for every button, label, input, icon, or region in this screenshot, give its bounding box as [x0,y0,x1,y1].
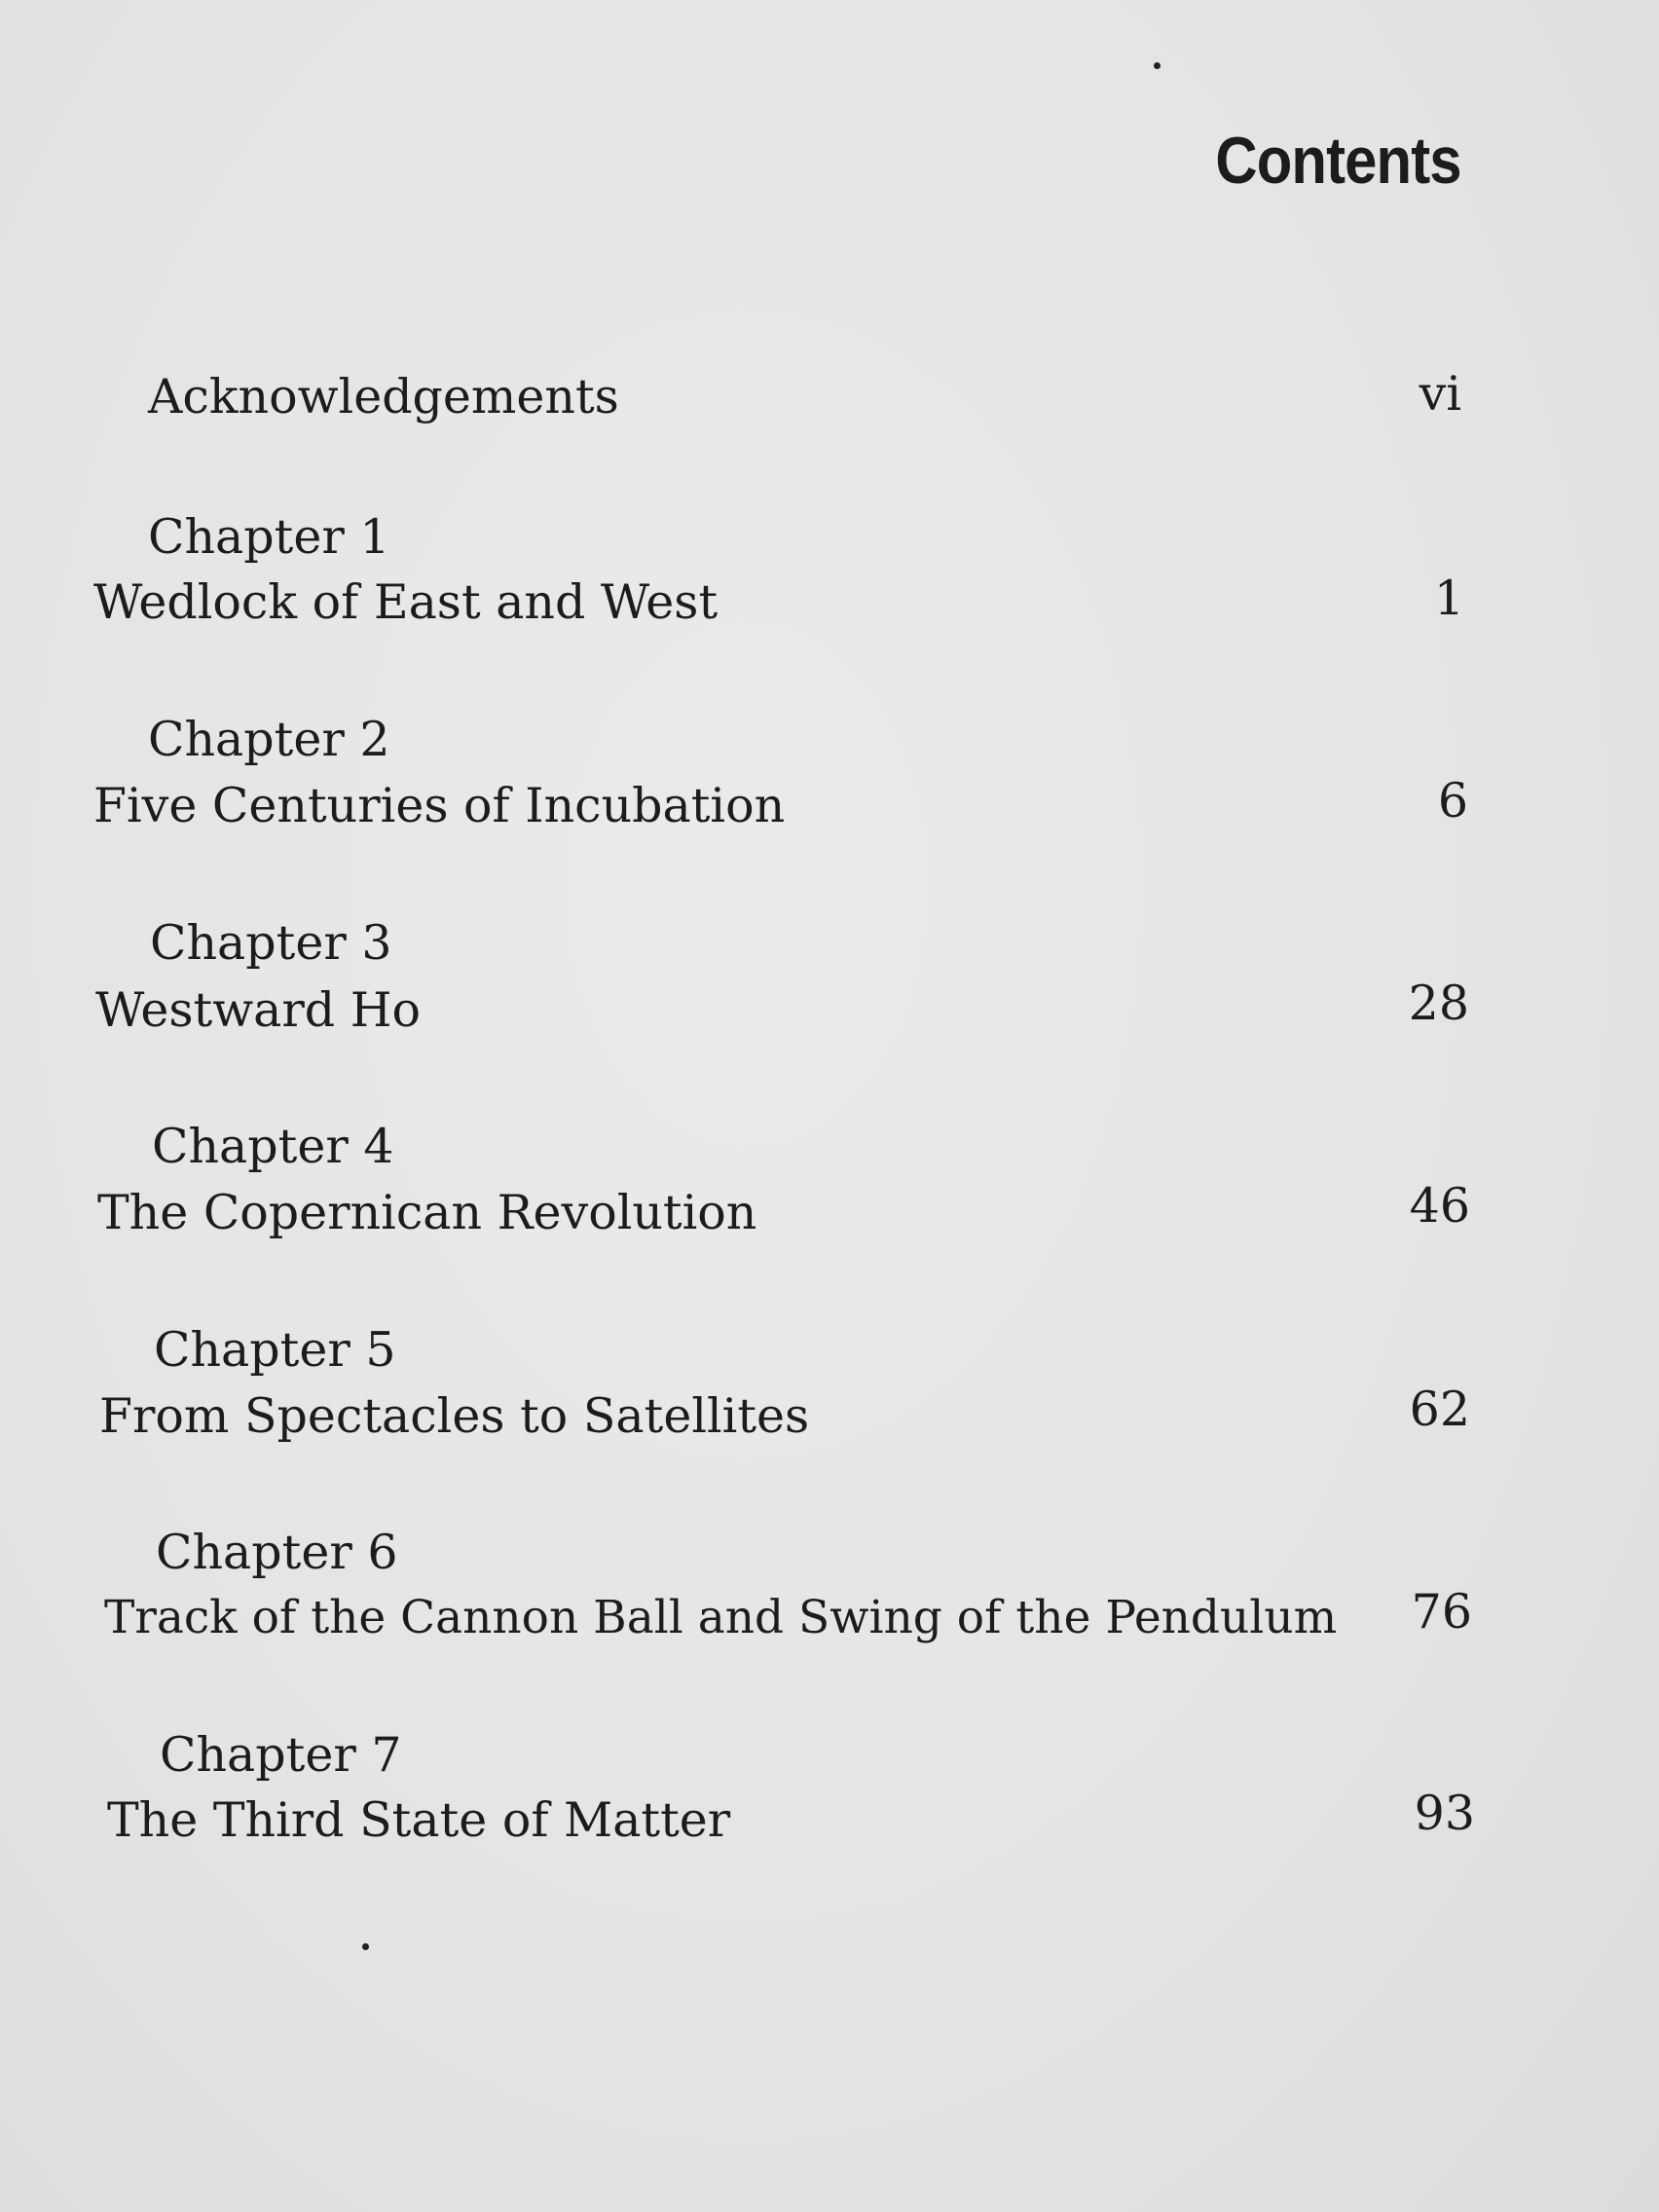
chapter-label: Chapter 4 [152,1119,394,1174]
entry-page-number: 6 [1437,773,1468,829]
chapter-title: The Third State of Matter [107,1792,731,1848]
chapter-title: Track of the Cannon Ball and Swing of the Pendulum [104,1591,1338,1644]
ink-speck [1154,62,1161,69]
entry-page-number: 28 [1408,976,1469,1031]
entry-page-number: 93 [1414,1786,1475,1841]
chapter-title: Five Centuries of Incubation [93,778,786,833]
ink-speck [362,1943,369,1950]
entry-title: Acknowledgements [148,369,619,424]
entry-page-number: 46 [1409,1178,1470,1234]
chapter-label: Chapter 7 [160,1727,402,1783]
entry-page-number: 76 [1411,1584,1472,1640]
chapter-label: Chapter 1 [148,509,390,565]
page-title: Contents [1215,124,1461,198]
chapter-label: Chapter 2 [148,712,390,767]
chapter-title: From Spectacles to Satellites [99,1388,810,1444]
chapter-label: Chapter 5 [154,1322,396,1378]
chapter-title: The Copernican Revolution [97,1185,757,1240]
entry-page-number: vi [1419,366,1461,422]
entry-page-number: 62 [1409,1382,1470,1437]
chapter-label: Chapter 6 [156,1525,398,1580]
chapter-title: Westward Ho [95,982,421,1038]
chapter-title: Wedlock of East and West [93,574,719,630]
entry-page-number: 1 [1433,571,1464,626]
chapter-label: Chapter 3 [150,915,392,971]
